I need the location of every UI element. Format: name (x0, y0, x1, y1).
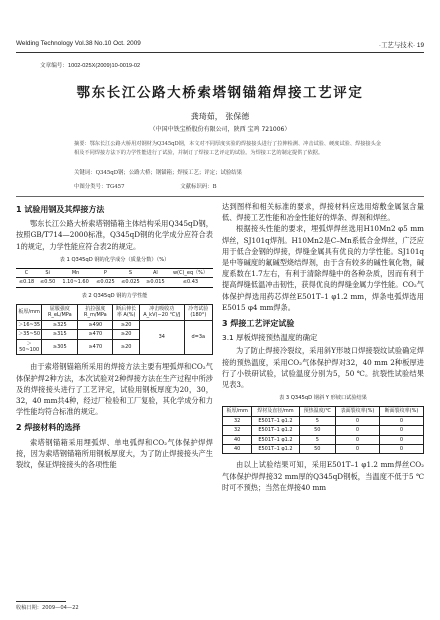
table-2-caption: 表 2 Q345qD 钢的力学性能 (81, 292, 148, 299)
table-cell: ≥490 (78, 320, 113, 329)
header-divider (16, 196, 424, 197)
table-cell: ≤0.025 (93, 278, 118, 287)
table-header-cell: 冲击吸收功 A_kV(−20 ℃)/J (139, 305, 184, 321)
table-cell: ≥315 (42, 330, 78, 339)
table-cell: ＞35~50 (18, 331, 41, 338)
table-header-cell: 表面裂纹率(%) (336, 407, 380, 416)
table-cell: ＞50~100 (17, 339, 42, 355)
table-cell: ≥20 (113, 339, 140, 355)
table-row (223, 435, 424, 444)
table-cell: ≥20 (113, 320, 140, 329)
table-cell: 40 (223, 435, 252, 444)
table-cell: 0 (336, 416, 380, 425)
table-cell: 5 (299, 416, 335, 425)
table-cell: 0 (336, 426, 380, 435)
table-header-cell: 断面裂纹率(%) (379, 407, 423, 416)
abstract: 摘要：鄂东长江公路大桥用对钢材为Q345qD钢，本文对不同厚度实验的焊接接头进行了拉伸检测、冲击试验、硬度试验、焊接接头金相及不同焊接方法下的力学性能进行了试验，并制订了焊接工艺评定的试验。为焊接工艺的制定提供了依据。 (74, 141, 381, 156)
table-cell: 5 (299, 435, 335, 444)
section-2-paragraph-2: 根据接头性能的要求，埋弧焊焊丝选用H10Mn2 φ5 mm焊丝，SJ101q焊剂。H10Mn2是C–Mn系低合金焊丝，广泛应用于低合金钢的焊接，焊缝金属具有优良的力学性能。SJ101q是中等碱度的氟碱型烧结焊剂，由于含有较多的碱性氧化物，碱度系数在1.7左右，有利于清除焊缝中的各种杂质，因而有利于提高焊缝低温冲击韧性，获得优良的焊缝金属力学性能。CO₂气体保护焊选用药芯焊丝E501T–1 φ1.2 mm，焊条电弧焊选用E5015 φ4 mm焊条。 (222, 224, 424, 312)
table-cell: E501T–1 φ1.2 (252, 445, 299, 454)
table-2-header-row (17, 305, 213, 321)
table-row (223, 445, 424, 454)
table-cell: 40 (223, 445, 252, 454)
table-cell: E501T–1 φ1.2 (252, 426, 299, 435)
table-3 (222, 406, 424, 454)
section-2-paragraph-1: 索塔钢锚箱采用埋弧焊、单电弧焊和CO₂气体保护焊焊接，因为索塔钢锚箱所用钢板厚度大，为了防止焊接接头产生裂纹，保证焊接接头的各项性能 (16, 437, 213, 470)
table-header-cell: Mn (58, 269, 93, 278)
keywords: 关键词：Q345qD钢；公路大桥；钢锚箱；焊接工艺；评定；试验结果 (74, 170, 243, 176)
table-header-cell: C (16, 269, 37, 278)
table-row (17, 320, 213, 329)
received-date-footnote: 收稿日期：2009—04—22 (16, 605, 79, 611)
table-cell: 32 (223, 426, 252, 435)
table-cell: ≤0.50 (37, 278, 58, 287)
table-header-cell: Si (37, 269, 58, 278)
section-3-paragraph-1: 为了防止焊接冷裂纹，采用斜Y形坡口焊接裂纹试验确定焊接的预热温度，采用CO₂气体保护焊对32，40 mm 2种板厚进行了小铁研试验，试验温度分别为5，50 ℃。抗裂性试验结果见表3。 (222, 346, 424, 390)
table-header-cell: P (93, 269, 118, 278)
table-row (16, 278, 213, 287)
table-cell: ≥0.015 (143, 278, 168, 287)
table-cell: 32 (223, 416, 252, 425)
table-cell: 0 (336, 445, 380, 454)
table-3-caption: 表 3 Q345qD 钢斜 Y 形坡口试验结果 (279, 395, 367, 402)
table-2 (16, 304, 213, 355)
subsection-3-1-heading: 3.1 厚板焊接预热温度的确定 (222, 333, 318, 343)
table-cell: ≥305 (42, 339, 78, 355)
table-cell: 34 (139, 320, 184, 355)
table-header-cell: 焊材及直径/mm (252, 407, 299, 416)
table-cell: 50 (299, 426, 335, 435)
section-1-paragraph-2: 由于索塔钢锚箱所采用的焊接方法主要有埋弧焊和CO₂气体保护焊2种方法，本次试验对2种焊接方法在生产过程中所涉及的焊接接头进行了工艺评定，试验用钢板厚度为20，30，32，40 mm共4种，经过厂检验和工厂复验，其化学成分和力学性能均符合标准的规定。 (16, 362, 213, 417)
table-header-cell: S (118, 269, 143, 278)
authors: 龚琦茹， 张保德 (190, 112, 250, 121)
table-cell: 0 (336, 435, 380, 444)
table-header-cell: 预热温度/℃ (299, 407, 335, 416)
section-2-continuation: 达到图样和相关标准的要求，焊接材料应选用熔敷金属氢含量低、焊接工艺性能和冶金性能好的焊条、焊剂和焊丝。 (222, 202, 424, 223)
table-row (223, 426, 424, 435)
journal-citation: Welding Technology Vol.38 No.10 Oct. 2009 (16, 40, 141, 47)
running-header (16, 40, 424, 53)
table-cell: E501T–1 φ1.2 (252, 416, 299, 425)
table-cell: ≥470 (78, 339, 113, 355)
table-1-caption: 表 1 Q345qD 钢的化学成分（质量分数）（%） (59, 256, 170, 263)
table-header-cell: 板厚/mm (17, 305, 42, 321)
left-column (16, 201, 213, 470)
section-3-heading: 3 焊接工艺评定试验 (222, 319, 295, 329)
section-1-paragraph-1: 鄂东长江公路大桥索塔钢锚箱主体结构采用Q345qD钢，按照GB/T714—2000标准，Q345qD钢的化学成分应符合表1的规定，力学性能应符合表2的规定。 (16, 219, 213, 251)
section-1-heading: 1 试验用钢及其焊接方法 (16, 205, 105, 214)
table-cell: 0 (379, 435, 423, 444)
table-3-header-row (223, 407, 424, 416)
document-code: 文献标识码：B (180, 184, 217, 190)
table-cell: 0 (379, 445, 423, 454)
table-1-header-row (16, 269, 213, 278)
table-cell: E501T–1 φ1.2 (252, 435, 299, 444)
table-cell: d=3a (184, 320, 212, 355)
table-cell: 0 (379, 426, 423, 435)
table-cell: ≥20 (113, 330, 140, 339)
table-cell: ≥470 (78, 330, 113, 339)
table-cell: ≤0.025 (118, 278, 143, 287)
article-number: 文章编号：1002-025X(2009)10-0019-02 (40, 63, 141, 69)
table-header-cell: Al (143, 269, 168, 278)
table-header-cell: 抗拉强度 R_m/MPa (78, 305, 113, 321)
article-title: 鄂东长江公路大桥索塔钢锚箱焊接工艺评定 (76, 85, 364, 101)
section-3-paragraph-2: 由以上试验结果可知，采用E501T–1 φ1.2 mm焊丝CO₂气体保护焊焊接32 mm厚的Q345qD钢板，当温度不低于5 ℃时可不预热；当然在焊接40 mm (222, 460, 424, 492)
table-cell: 1.10~1.60 (58, 278, 93, 287)
section-page-number: ·工艺与技术· 19 (378, 42, 424, 49)
right-column (222, 201, 424, 493)
table-header-cell: 板厚/mm (223, 407, 252, 416)
table-header-cell: 屈服强度 R_eL/MPa (42, 305, 78, 321)
footnote-rule (16, 601, 66, 602)
table-cell: ≤0.43 (168, 278, 213, 287)
clc-number: 中图分类号：TG457 (74, 184, 125, 190)
table-cell: ＞16~35 (18, 321, 41, 328)
table-row (223, 416, 424, 425)
table-cell: 0 (379, 416, 423, 425)
table-cell: ≥325 (42, 320, 78, 329)
table-1 (16, 268, 213, 288)
affiliation: （中国中铁宝桥股份有限公司，陕西 宝鸡 721006） (149, 126, 291, 133)
table-cell: ≤0.18 (16, 278, 37, 287)
table-header-cell: 冷弯试验 (180°) (184, 305, 212, 321)
table-cell: 50 (299, 445, 335, 454)
table-header-cell: 断后伸长率 A(%) (113, 305, 140, 321)
table-header-cell: w(C)_eq（%） (168, 269, 213, 278)
classification-line (74, 182, 223, 190)
section-2-heading: 2 焊接材料的选择 (16, 423, 81, 433)
